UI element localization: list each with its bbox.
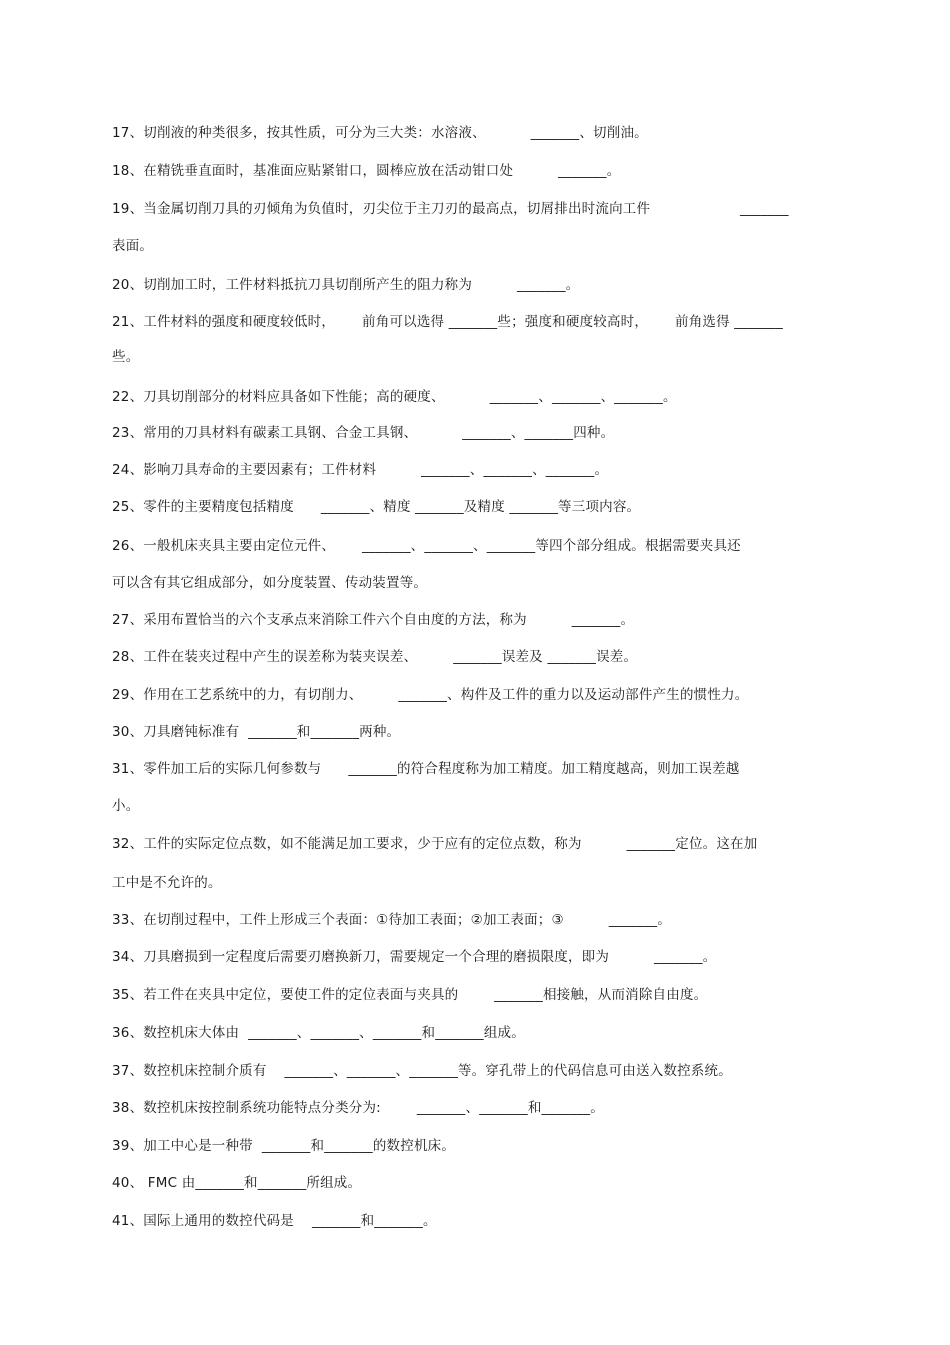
question-33: 33、在切削过程中，工件上形成三个表面：①待加工表面；②加工表面；③ _______。 bbox=[112, 912, 672, 928]
question-24: 24、影响刀具寿命的主要因素有；工件材料 _______、_______、_______。 bbox=[112, 462, 609, 478]
question-36: 36、数控机床大体由 _______、_______、_______和_______组成。 bbox=[112, 1025, 525, 1041]
question-22: 22、刀具切削部分的材料应具备如下性能；高的硬度、 _______、_______、_______。 bbox=[112, 389, 677, 405]
question-28: 28、工件在装夹过程中产生的误差称为装夹误差、 _______误差及 _______误差。 bbox=[112, 649, 638, 665]
question-21-cont: 些。 bbox=[112, 349, 140, 365]
question-26-cont: 可以含有其它组成部分，如分度装置、传动装置等。 bbox=[112, 575, 428, 591]
question-26: 26、一般机床夹具主要由定位元件、 _______、_______、_______等四个部分组成。根据需要夹具还 bbox=[112, 538, 741, 554]
question-20: 20、切削加工时，工件材料抵抗刀具切削所产生的阻力称为 _______。 bbox=[112, 277, 580, 293]
question-37: 37、数控机床控制介质有 _______、_______、_______等。穿孔带上的代码信息可由送入数控系统。 bbox=[112, 1063, 732, 1079]
question-29: 29、作用在工艺系统中的力，有切削力、 _______、构件及工件的重力以及运动部件产生的惯性力。 bbox=[112, 687, 749, 703]
question-41: 41、国际上通用的数控代码是 _______和_______。 bbox=[112, 1213, 437, 1229]
question-30: 30、刀具磨钝标准有 _______和_______两种。 bbox=[112, 724, 401, 740]
question-31: 31、零件加工后的实际几何参数与 _______的符合程度称为加工精度。加工精度越高，则加工误差越 bbox=[112, 761, 740, 777]
question-32: 32、工件的实际定位点数，如不能满足加工要求，少于应有的定位点数，称为 _______定位。这在加 bbox=[112, 836, 758, 852]
question-25: 25、零件的主要精度包括精度 _______、精度 _______及精度 _______等三项内容。 bbox=[112, 499, 641, 515]
question-17: 17、切削液的种类很多，按其性质，可分为三大类：水溶液、 _______、切削油。 bbox=[112, 125, 648, 141]
question-35: 35、若工件在夹具中定位，要使工件的定位表面与夹具的 _______相接触，从而消除自由度。 bbox=[112, 987, 708, 1003]
question-19: 19、当金属切削刀具的刃倾角为负值时，刃尖位于主刀刃的最高点，切屑排出时流向工件 _______ bbox=[112, 201, 789, 217]
question-19-cont: 表面。 bbox=[112, 238, 154, 254]
question-32-cont: 工中是不允许的。 bbox=[112, 875, 222, 891]
question-38: 38、数控机床按控制系统功能特点分类分为: _______、_______和_______。 bbox=[112, 1100, 604, 1116]
question-21: 21、工件材料的强度和硬度较低时， 前角可以选得 _______些；强度和硬度较高时， 前角选得 _______ bbox=[112, 314, 783, 330]
question-39: 39、加工中心是一种带 _______和_______的数控机床。 bbox=[112, 1138, 456, 1154]
question-40: 40、 FMC 由_______和_______所组成。 bbox=[112, 1175, 362, 1191]
question-27: 27、采用布置恰当的六个支承点来消除工件六个自由度的方法，称为 _______。 bbox=[112, 612, 635, 628]
question-23: 23、常用的刀具材料有碳素工具钢、合金工具钢、 _______、_______四种。 bbox=[112, 425, 615, 441]
question-34: 34、刀具磨损到一定程度后需要刃磨换新刀，需要规定一个合理的磨损限度，即为 _______。 bbox=[112, 949, 717, 965]
question-31-cont: 小。 bbox=[112, 798, 140, 814]
question-18: 18、在精铣垂直面时，基准面应贴紧钳口，圆棒应放在活动钳口处 _______。 bbox=[112, 163, 621, 179]
